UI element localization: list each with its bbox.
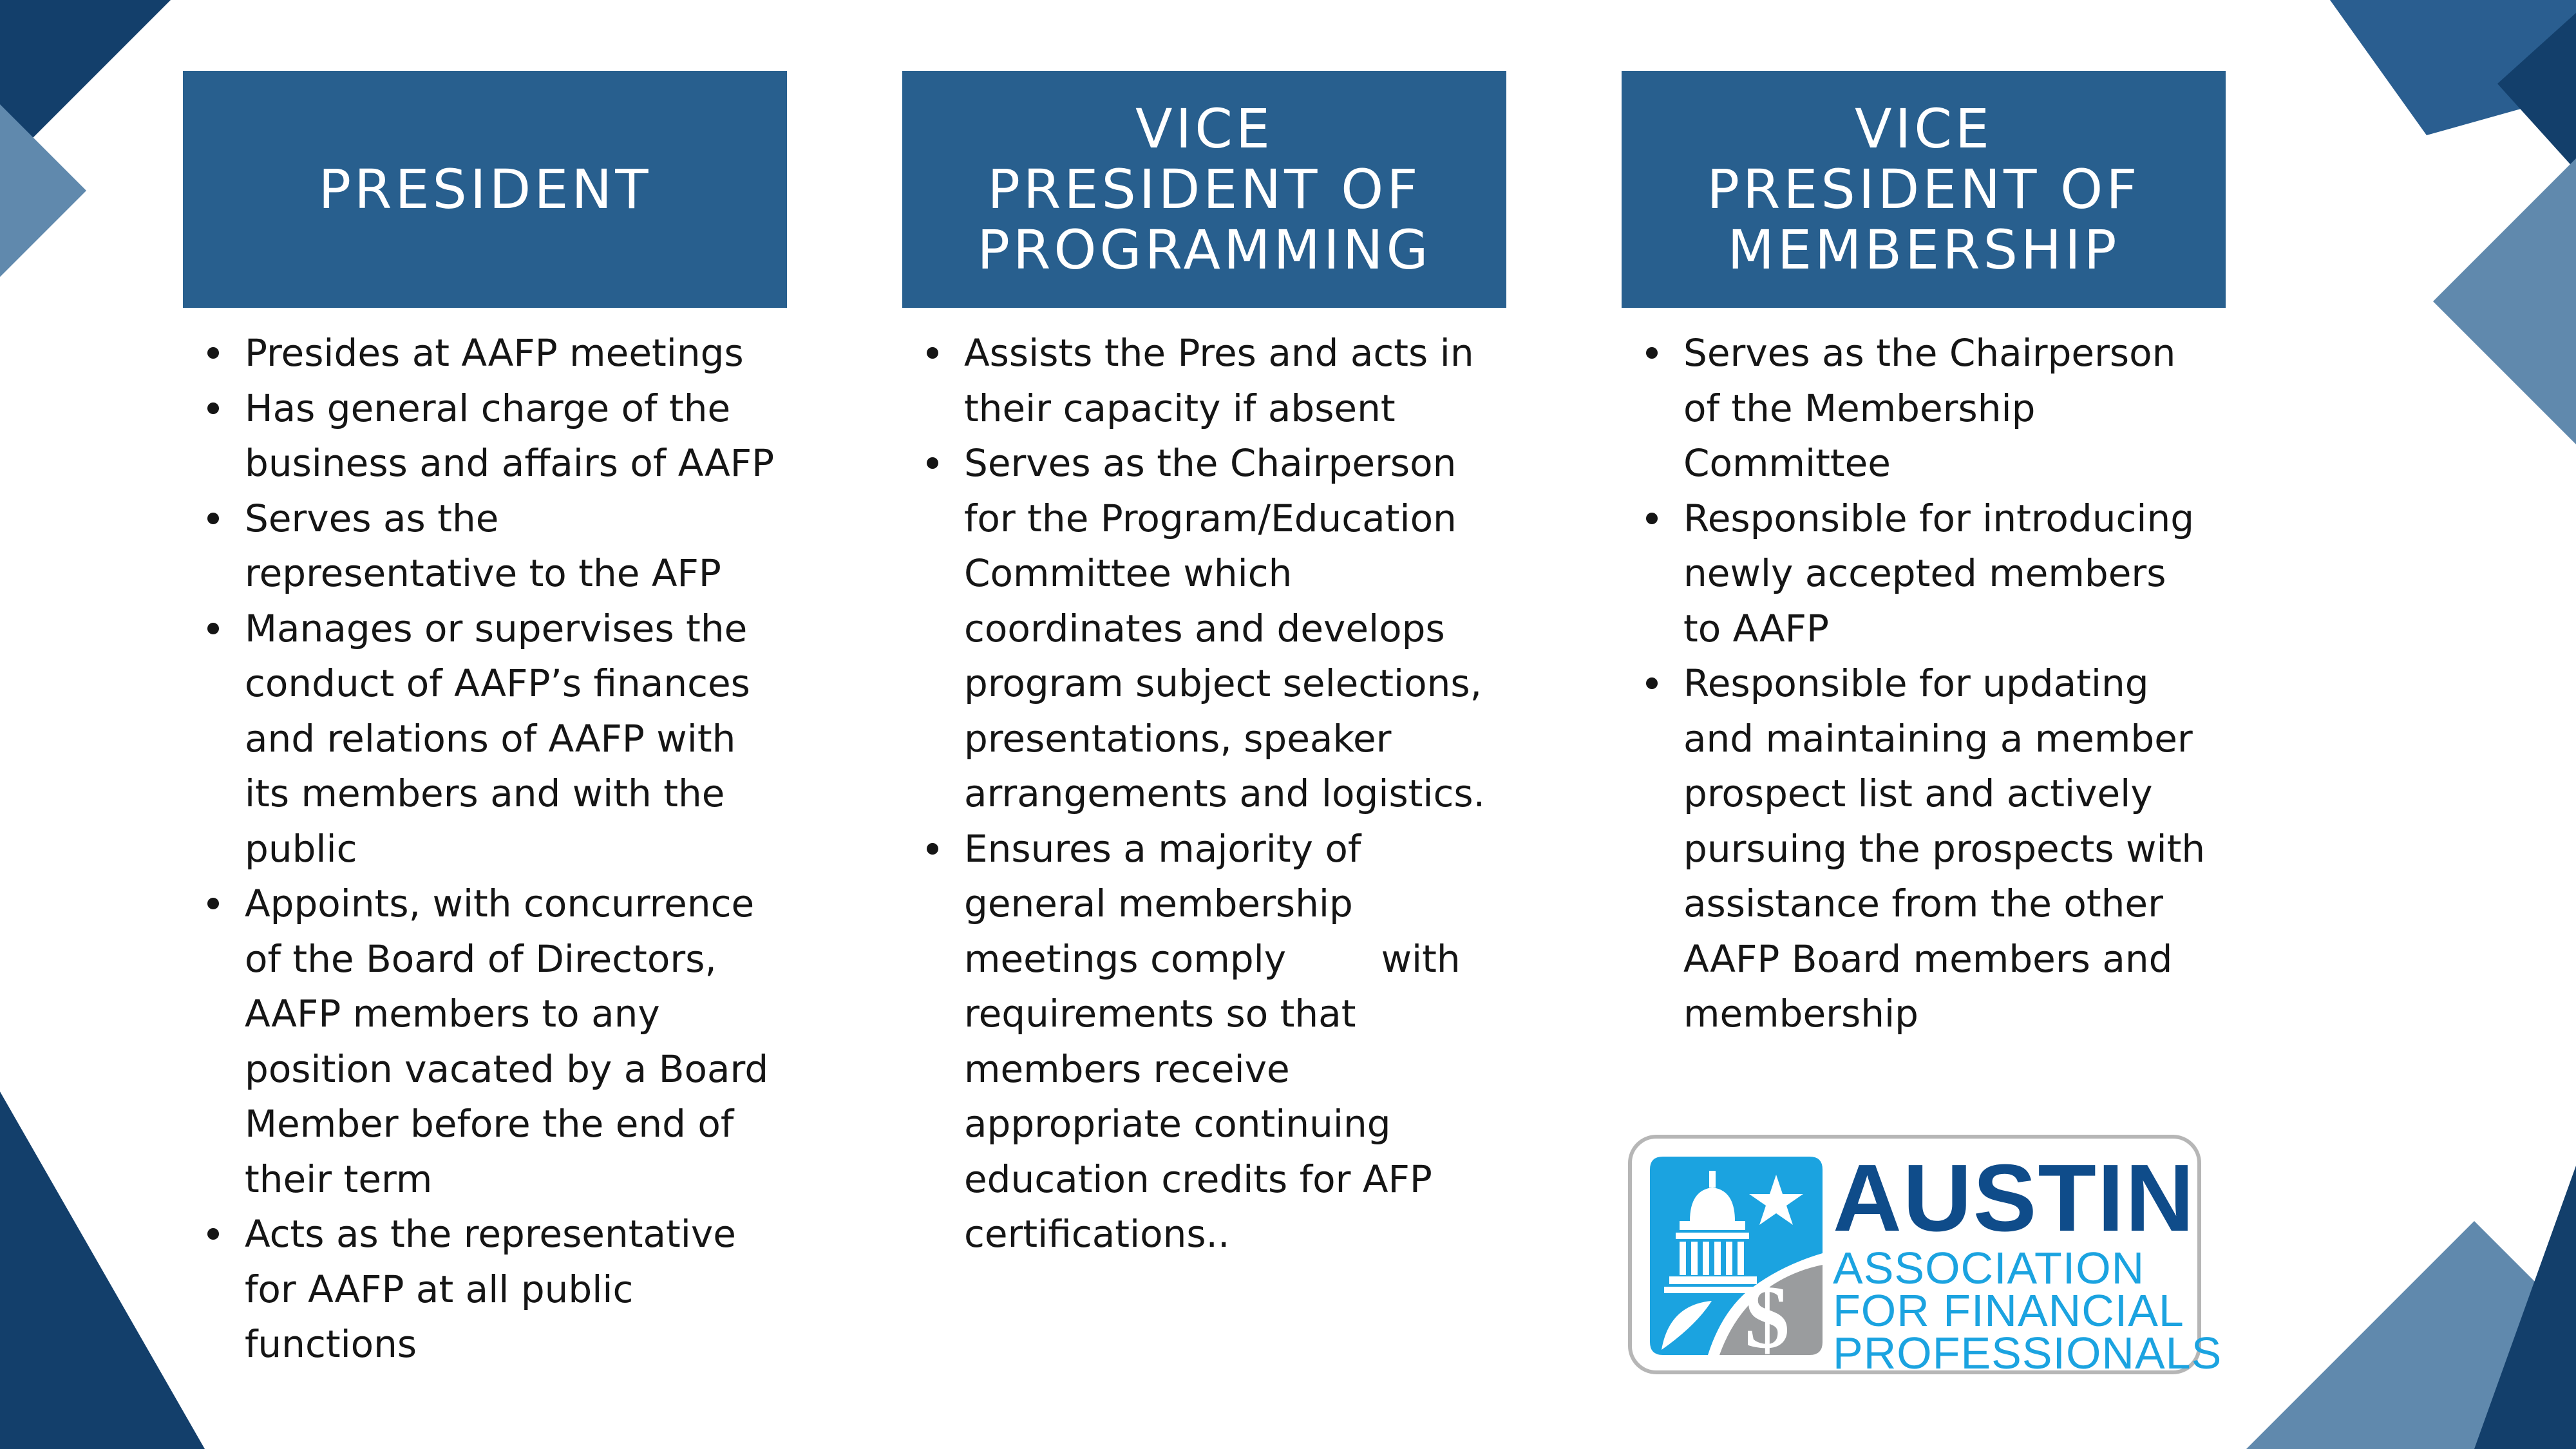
logo-financial-text: FOR FINANCIAL [1833, 1285, 2184, 1336]
list-item [902, 436, 1506, 822]
item-line: to AAFP [1683, 606, 1829, 650]
decor-bottom-left-dark [0, 1092, 205, 1449]
item-line: program subject selections, [964, 661, 1482, 705]
list-item [1622, 491, 2226, 657]
item-line: Ensures a majority of [964, 826, 1361, 871]
item-line: Presides at AAFP meetings [245, 331, 744, 375]
column-header [1622, 71, 2226, 308]
item-line: of the Board of Directors, [245, 936, 717, 981]
list-item [183, 381, 787, 491]
item-line: presentations, speaker [964, 716, 1392, 761]
item-line: Responsible for updating [1683, 661, 2149, 705]
header-line: VICE [1855, 97, 1993, 160]
list-item [1622, 326, 2226, 491]
item-line: position vacated by a Board [245, 1046, 769, 1091]
item-line: representative to the AFP [245, 551, 721, 595]
item-line: assistance from the other [1683, 882, 2163, 925]
item-line: Has general charge of the [245, 386, 731, 430]
item-line: Member before the end of [245, 1102, 734, 1146]
item-line: their term [245, 1157, 433, 1201]
decor-right-light [2433, 158, 2576, 444]
item-line: and maintaining a member [1683, 716, 2193, 761]
column-vp-programming [902, 71, 1506, 1262]
duties-list [1622, 326, 2226, 1042]
item-line: membership [1683, 992, 1918, 1036]
logo-emblem [1650, 1157, 1823, 1355]
item-line: conduct of AAFP’s finances [245, 661, 750, 705]
item-line: pursuing the prospects with [1683, 826, 2206, 871]
logo-wordmark [1833, 1145, 2222, 1378]
column-president [183, 71, 787, 1372]
item-line: of the Membership [1683, 386, 2036, 430]
column-vp-membership [1622, 71, 2226, 1042]
header-line: PRESIDENT OF [987, 158, 1421, 221]
item-line: general membership [964, 882, 1353, 925]
item-line: Serves as the [245, 496, 499, 540]
header-line: VICE [1135, 97, 1273, 160]
list-item [183, 601, 787, 877]
item-line: Serves as the Chairperson [964, 441, 1457, 485]
item-line: AAFP members to any [245, 992, 660, 1036]
item-line: its members and with the [245, 772, 725, 815]
item-line: members receive [964, 1046, 1290, 1091]
item-line: Appoints, with concurrence [245, 882, 755, 925]
item-line: Responsible for introducing [1683, 496, 2195, 540]
item-line: newly accepted members [1683, 551, 2166, 595]
list-item [183, 326, 787, 381]
item-line: Assists the Pres and acts in [964, 331, 1474, 375]
item-line: appropriate continuing [964, 1102, 1391, 1146]
item-line: and relations of AAFP with [245, 716, 736, 761]
list-item [902, 326, 1506, 436]
list-item [183, 876, 787, 1207]
item-line: certifications.. [964, 1212, 1230, 1256]
header-line: MEMBERSHIP [1727, 218, 2120, 281]
duties-list [902, 326, 1506, 1262]
item-line: their capacity if absent [964, 386, 1396, 430]
svg-text:$: $ [1745, 1267, 1790, 1355]
item-line: for AAFP at all public [245, 1267, 634, 1311]
header-line: PROGRAMMING [977, 218, 1432, 281]
item-line: public [245, 826, 357, 871]
column-header [902, 71, 1506, 308]
item-line: coordinates and develops [964, 606, 1445, 650]
item-line: education credits for AFP [964, 1157, 1432, 1201]
item-line: Committee [1683, 441, 1891, 485]
list-item [183, 1207, 787, 1372]
logo-austin-text: AUSTIN [1833, 1145, 2195, 1251]
item-line: requirements so that [964, 992, 1356, 1036]
item-line: Manages or supervises the [245, 606, 748, 650]
duties-list [183, 326, 787, 1372]
decor-top-left-light [0, 104, 86, 277]
list-item [1622, 656, 2226, 1042]
item-line: for the Program/Education [964, 496, 1457, 540]
item-line: Serves as the Chairperson [1683, 331, 2176, 375]
item-line: prospect list and actively [1683, 772, 2153, 815]
item-line: business and affairs of AAFP [245, 441, 775, 485]
header-line: PRESIDENT [318, 158, 652, 221]
item-line: AAFP Board members and [1683, 936, 2173, 981]
header-line: PRESIDENT OF [1707, 158, 2141, 221]
list-item [183, 491, 787, 601]
column-header [183, 71, 787, 308]
item-line: functions [245, 1322, 417, 1366]
list-item [902, 822, 1506, 1262]
logo-association-text: ASSOCIATION [1833, 1243, 2145, 1293]
item-line: Committee which [964, 551, 1293, 595]
logo-professionals-text: PROFESSIONALS [1833, 1328, 2222, 1378]
item-line: meetings comply with [964, 936, 1461, 981]
austin-afp-logo [1628, 1135, 2222, 1378]
item-line: arrangements and logistics. [964, 772, 1486, 815]
dollar-sign-icon [1745, 1267, 1790, 1355]
item-line: Acts as the representative [245, 1212, 736, 1256]
